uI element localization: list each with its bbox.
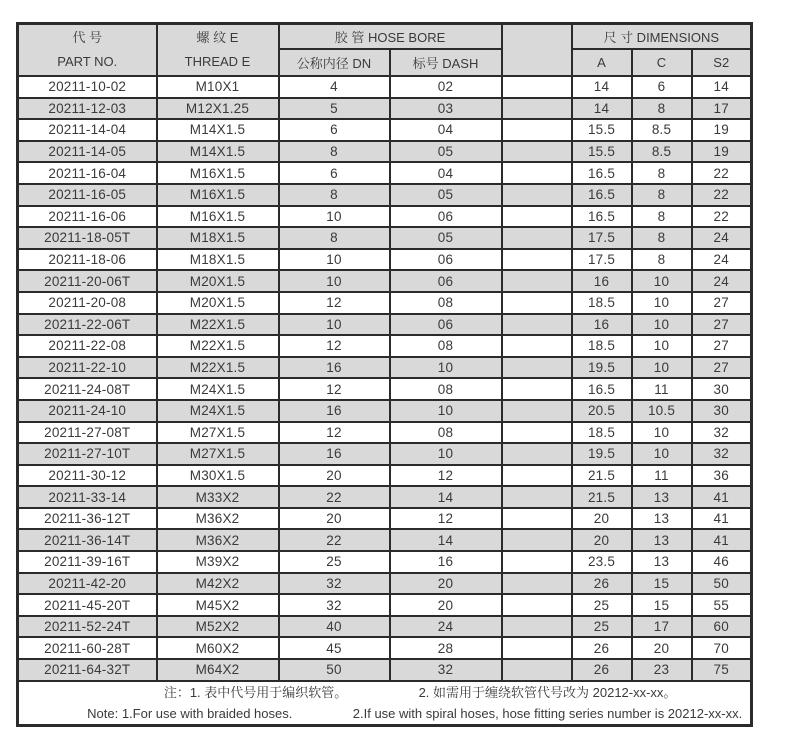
thread-cell: M10X1: [157, 76, 279, 98]
dim-s2-cell: 30: [692, 378, 752, 400]
table-row: [18, 76, 752, 98]
dim-a-cell: 21.5: [572, 486, 632, 508]
dim-c-cell: 17: [632, 616, 692, 638]
dim-s2-cell: 75: [692, 659, 752, 681]
part-no-cell: 20211-12-03: [18, 98, 157, 120]
dim-c-cell: 8: [632, 98, 692, 120]
thread-cell: M45X2: [157, 594, 279, 616]
dim-s2-cell: 60: [692, 616, 752, 638]
dash-cell: 05: [390, 184, 502, 206]
dim-a-cell: 16: [572, 270, 632, 292]
table-row: [18, 422, 752, 444]
note-line-en: [19, 703, 750, 724]
dn-cell: 10: [279, 314, 390, 336]
image-spacer-cell: [502, 508, 572, 530]
dim-s2-cell: 32: [692, 443, 752, 465]
thread-cell: M36X2: [157, 529, 279, 551]
note-cn-1: 注：1. 表中代号用于编织软管。: [163, 684, 348, 700]
thread-cell: M24X1.5: [157, 400, 279, 422]
dim-a-cell: 16.5: [572, 162, 632, 184]
dim-s2-cell: 32: [692, 422, 752, 444]
image-spacer-cell: [502, 249, 572, 271]
dim-c-cell: 13: [632, 486, 692, 508]
dim-c-cell: 8: [632, 162, 692, 184]
table-footer: [18, 681, 752, 726]
part-no-cell: 20211-20-08: [18, 292, 157, 314]
dn-cell: 16: [279, 400, 390, 422]
part-no-cell: 20211-33-14: [18, 486, 157, 508]
dim-c-cell: 10: [632, 292, 692, 314]
dash-cell: 10: [390, 357, 502, 379]
dim-a-cell: 14: [572, 98, 632, 120]
thread-cell: M20X1.5: [157, 270, 279, 292]
dim-c-cell: 11: [632, 378, 692, 400]
part-no-cell: 20211-10-02: [18, 76, 157, 98]
dim-s2-cell: 17: [692, 98, 752, 120]
image-spacer-cell: [502, 162, 572, 184]
table-row: [18, 378, 752, 400]
dim-c-cell: 10: [632, 335, 692, 357]
image-spacer-cell: [502, 76, 572, 98]
image-spacer-cell: [502, 637, 572, 659]
table-row: [18, 594, 752, 616]
dim-c-cell: 8.5: [632, 119, 692, 141]
table-row: [18, 314, 752, 336]
dim-c-cell: 10.5: [632, 400, 692, 422]
dim-a-cell: 20: [572, 508, 632, 530]
header-thread: [157, 24, 279, 77]
thread-cell: M60X2: [157, 637, 279, 659]
image-spacer-cell: [502, 184, 572, 206]
header-part-no-cn: 代 号: [72, 30, 103, 45]
table-row: [18, 616, 752, 638]
dim-c-cell: 10: [632, 422, 692, 444]
part-no-cell: 20211-16-06: [18, 206, 157, 228]
thread-cell: M39X2: [157, 551, 279, 573]
dim-c-cell: 8: [632, 227, 692, 249]
part-no-cell: 20211-45-20T: [18, 594, 157, 616]
image-spacer-cell: [502, 465, 572, 487]
thread-cell: M24X1.5: [157, 378, 279, 400]
image-spacer-cell: [502, 227, 572, 249]
dn-cell: 10: [279, 249, 390, 271]
dn-cell: 8: [279, 184, 390, 206]
dash-cell: 20: [390, 573, 502, 595]
dash-cell: 06: [390, 249, 502, 271]
image-spacer-cell: [502, 400, 572, 422]
thread-cell: M36X2: [157, 508, 279, 530]
image-spacer-cell: [502, 422, 572, 444]
dash-cell: 32: [390, 659, 502, 681]
part-no-cell: 20211-16-04: [18, 162, 157, 184]
dim-s2-cell: 27: [692, 314, 752, 336]
dn-cell: 5: [279, 98, 390, 120]
dash-cell: 08: [390, 292, 502, 314]
part-no-cell: 20211-14-04: [18, 119, 157, 141]
dim-a-cell: 14: [572, 76, 632, 98]
image-spacer-cell: [502, 98, 572, 120]
part-no-cell: 20211-60-28T: [18, 637, 157, 659]
part-no-cell: 20211-27-08T: [18, 422, 157, 444]
dim-c-cell: 10: [632, 270, 692, 292]
dim-s2-cell: 19: [692, 141, 752, 163]
header-part-no-en: PART NO.: [57, 54, 118, 69]
dash-cell: 14: [390, 486, 502, 508]
thread-cell: M30X1.5: [157, 465, 279, 487]
note-cn-2: 2. 如需用于缠绕软管代号改为 20212-xx-xx。: [418, 684, 677, 700]
thread-cell: M16X1.5: [157, 206, 279, 228]
dash-cell: 06: [390, 270, 502, 292]
dim-c-cell: 13: [632, 529, 692, 551]
header-dim-c: C: [632, 49, 692, 76]
part-no-cell: 20211-24-10: [18, 400, 157, 422]
dim-a-cell: 21.5: [572, 465, 632, 487]
image-spacer-cell: [502, 119, 572, 141]
dash-cell: 08: [390, 335, 502, 357]
dim-a-cell: 20.5: [572, 400, 632, 422]
dash-cell: 16: [390, 551, 502, 573]
table-row: [18, 637, 752, 659]
image-spacer-cell: [502, 335, 572, 357]
image-spacer-cell: [502, 616, 572, 638]
dim-a-cell: 25: [572, 594, 632, 616]
dim-s2-cell: 55: [692, 594, 752, 616]
dash-cell: 12: [390, 465, 502, 487]
hose-fitting-spec-table: [16, 22, 753, 727]
dim-a-cell: 17.5: [572, 227, 632, 249]
dim-c-cell: 6: [632, 76, 692, 98]
dash-cell: 14: [390, 529, 502, 551]
table-row: [18, 162, 752, 184]
dn-cell: 4: [279, 76, 390, 98]
dim-s2-cell: 14: [692, 76, 752, 98]
dim-a-cell: 18.5: [572, 335, 632, 357]
dn-cell: 22: [279, 486, 390, 508]
dn-cell: 8: [279, 141, 390, 163]
dim-a-cell: 26: [572, 573, 632, 595]
dash-cell: 05: [390, 227, 502, 249]
dim-c-cell: 8.5: [632, 141, 692, 163]
dim-a-cell: 16.5: [572, 378, 632, 400]
table-row: [18, 270, 752, 292]
dim-s2-cell: 50: [692, 573, 752, 595]
header-dimensions: 尺 寸 DIMENSIONS: [572, 24, 752, 50]
dim-a-cell: 19.5: [572, 357, 632, 379]
dash-cell: 04: [390, 162, 502, 184]
dash-cell: 28: [390, 637, 502, 659]
dim-a-cell: 15.5: [572, 141, 632, 163]
dn-cell: 45: [279, 637, 390, 659]
dim-a-cell: 25: [572, 616, 632, 638]
thread-cell: M12X1.25: [157, 98, 279, 120]
dn-cell: 12: [279, 292, 390, 314]
header-dash: 标号 DASH: [390, 49, 502, 76]
dim-s2-cell: 41: [692, 529, 752, 551]
image-spacer-cell: [502, 206, 572, 228]
image-spacer-cell: [502, 594, 572, 616]
dn-cell: 20: [279, 465, 390, 487]
header-part-no: [18, 24, 157, 77]
dash-cell: 02: [390, 76, 502, 98]
dn-cell: 20: [279, 508, 390, 530]
dash-cell: 12: [390, 508, 502, 530]
dn-cell: 32: [279, 594, 390, 616]
dim-a-cell: 26: [572, 659, 632, 681]
thread-cell: M22X1.5: [157, 357, 279, 379]
table-row: [18, 357, 752, 379]
dim-s2-cell: 36: [692, 465, 752, 487]
dim-c-cell: 23: [632, 659, 692, 681]
image-spacer-cell: [502, 378, 572, 400]
dash-cell: 24: [390, 616, 502, 638]
table-row: [18, 529, 752, 551]
table-row: [18, 98, 752, 120]
dash-cell: 06: [390, 206, 502, 228]
header-dim-a: A: [572, 49, 632, 76]
image-spacer-cell: [502, 141, 572, 163]
dim-s2-cell: 30: [692, 400, 752, 422]
table-row: [18, 292, 752, 314]
thread-cell: M27X1.5: [157, 422, 279, 444]
dim-s2-cell: 22: [692, 184, 752, 206]
table-row: [18, 400, 752, 422]
dim-s2-cell: 24: [692, 227, 752, 249]
dash-cell: 08: [390, 422, 502, 444]
image-spacer-cell: [502, 529, 572, 551]
dim-a-cell: 15.5: [572, 119, 632, 141]
table-row: [18, 465, 752, 487]
image-spacer-cell: [502, 551, 572, 573]
thread-cell: M18X1.5: [157, 227, 279, 249]
table-body: [18, 76, 752, 681]
image-spacer-cell: [502, 314, 572, 336]
dim-a-cell: 18.5: [572, 292, 632, 314]
dim-s2-cell: 41: [692, 486, 752, 508]
table-row: [18, 119, 752, 141]
dash-cell: 06: [390, 314, 502, 336]
note-line-cn: [19, 682, 750, 703]
part-no-cell: 20211-36-12T: [18, 508, 157, 530]
dim-s2-cell: 24: [692, 249, 752, 271]
dim-a-cell: 18.5: [572, 422, 632, 444]
thread-cell: M14X1.5: [157, 119, 279, 141]
notes-cell: [18, 681, 752, 726]
dim-s2-cell: 27: [692, 292, 752, 314]
dim-c-cell: 10: [632, 443, 692, 465]
thread-cell: M27X1.5: [157, 443, 279, 465]
part-no-cell: 20211-27-10T: [18, 443, 157, 465]
part-no-cell: 20211-22-08: [18, 335, 157, 357]
thread-cell: M42X2: [157, 573, 279, 595]
header-dn: 公称内径 DN: [279, 49, 390, 76]
part-no-cell: 20211-39-16T: [18, 551, 157, 573]
thread-cell: M52X2: [157, 616, 279, 638]
table-row: [18, 206, 752, 228]
dim-c-cell: 11: [632, 465, 692, 487]
dash-cell: 04: [390, 119, 502, 141]
dn-cell: 12: [279, 335, 390, 357]
header-dim-s2: S2: [692, 49, 752, 76]
dn-cell: 40: [279, 616, 390, 638]
image-spacer-cell: [502, 270, 572, 292]
header-hose-bore: 胶 管 HOSE BORE: [279, 24, 502, 50]
thread-cell: M33X2: [157, 486, 279, 508]
header-thread-cn: 螺 纹 E: [196, 30, 239, 45]
note-en-1: Note: 1.For use with braided hoses.: [87, 705, 293, 721]
dim-s2-cell: 22: [692, 206, 752, 228]
part-no-cell: 20211-14-05: [18, 141, 157, 163]
dn-cell: 22: [279, 529, 390, 551]
dn-cell: 10: [279, 206, 390, 228]
table-header: [18, 24, 752, 77]
dash-cell: 05: [390, 141, 502, 163]
dim-a-cell: 16.5: [572, 206, 632, 228]
note-en-2: 2.If use with spiral hoses, hose fitting series number is 20212-xx-xx.: [352, 705, 743, 721]
dn-cell: 16: [279, 443, 390, 465]
dim-c-cell: 8: [632, 206, 692, 228]
table-row: [18, 443, 752, 465]
dn-cell: 6: [279, 119, 390, 141]
dim-a-cell: 16.5: [572, 184, 632, 206]
header-image-spacer: [502, 24, 572, 77]
table-row: [18, 508, 752, 530]
thread-cell: M22X1.5: [157, 335, 279, 357]
image-spacer-cell: [502, 443, 572, 465]
table-row: [18, 659, 752, 681]
dim-a-cell: 17.5: [572, 249, 632, 271]
image-spacer-cell: [502, 573, 572, 595]
dim-s2-cell: 19: [692, 119, 752, 141]
part-no-cell: 20211-20-06T: [18, 270, 157, 292]
dim-c-cell: 15: [632, 573, 692, 595]
table-row: [18, 249, 752, 271]
image-spacer-cell: [502, 357, 572, 379]
image-spacer-cell: [502, 292, 572, 314]
thread-cell: M20X1.5: [157, 292, 279, 314]
dn-cell: 10: [279, 270, 390, 292]
dim-s2-cell: 70: [692, 637, 752, 659]
dim-s2-cell: 22: [692, 162, 752, 184]
table-row: [18, 184, 752, 206]
dim-c-cell: 8: [632, 249, 692, 271]
thread-cell: M16X1.5: [157, 184, 279, 206]
table-row: [18, 486, 752, 508]
part-no-cell: 20211-24-08T: [18, 378, 157, 400]
part-no-cell: 20211-52-24T: [18, 616, 157, 638]
table-row: [18, 141, 752, 163]
part-no-cell: 20211-42-20: [18, 573, 157, 595]
part-no-cell: 20211-18-05T: [18, 227, 157, 249]
dim-c-cell: 8: [632, 184, 692, 206]
part-no-cell: 20211-30-12: [18, 465, 157, 487]
dim-s2-cell: 41: [692, 508, 752, 530]
dim-c-cell: 20: [632, 637, 692, 659]
image-spacer-cell: [502, 486, 572, 508]
dim-a-cell: 20: [572, 529, 632, 551]
dim-a-cell: 19.5: [572, 443, 632, 465]
dim-a-cell: 26: [572, 637, 632, 659]
dn-cell: 25: [279, 551, 390, 573]
dim-s2-cell: 46: [692, 551, 752, 573]
dim-c-cell: 15: [632, 594, 692, 616]
part-no-cell: 20211-22-06T: [18, 314, 157, 336]
part-no-cell: 20211-64-32T: [18, 659, 157, 681]
dim-a-cell: 16: [572, 314, 632, 336]
thread-cell: M18X1.5: [157, 249, 279, 271]
dim-a-cell: 23.5: [572, 551, 632, 573]
dash-cell: 10: [390, 400, 502, 422]
dn-cell: 8: [279, 227, 390, 249]
image-spacer-cell: [502, 659, 572, 681]
dash-cell: 20: [390, 594, 502, 616]
dn-cell: 12: [279, 422, 390, 444]
dim-s2-cell: 27: [692, 357, 752, 379]
table-row: [18, 551, 752, 573]
dash-cell: 08: [390, 378, 502, 400]
dim-c-cell: 13: [632, 508, 692, 530]
table-row: [18, 227, 752, 249]
dim-s2-cell: 24: [692, 270, 752, 292]
thread-cell: M64X2: [157, 659, 279, 681]
dim-c-cell: 10: [632, 357, 692, 379]
part-no-cell: 20211-22-10: [18, 357, 157, 379]
dn-cell: 32: [279, 573, 390, 595]
dn-cell: 12: [279, 378, 390, 400]
part-no-cell: 20211-36-14T: [18, 529, 157, 551]
dn-cell: 16: [279, 357, 390, 379]
dim-c-cell: 10: [632, 314, 692, 336]
part-no-cell: 20211-16-05: [18, 184, 157, 206]
dn-cell: 6: [279, 162, 390, 184]
dash-cell: 03: [390, 98, 502, 120]
table-row: [18, 335, 752, 357]
header-thread-en: THREAD E: [184, 54, 251, 69]
part-no-cell: 20211-18-06: [18, 249, 157, 271]
dim-s2-cell: 27: [692, 335, 752, 357]
thread-cell: M16X1.5: [157, 162, 279, 184]
dim-c-cell: 13: [632, 551, 692, 573]
thread-cell: M22X1.5: [157, 314, 279, 336]
dash-cell: 10: [390, 443, 502, 465]
thread-cell: M14X1.5: [157, 141, 279, 163]
table-row: [18, 573, 752, 595]
dn-cell: 50: [279, 659, 390, 681]
